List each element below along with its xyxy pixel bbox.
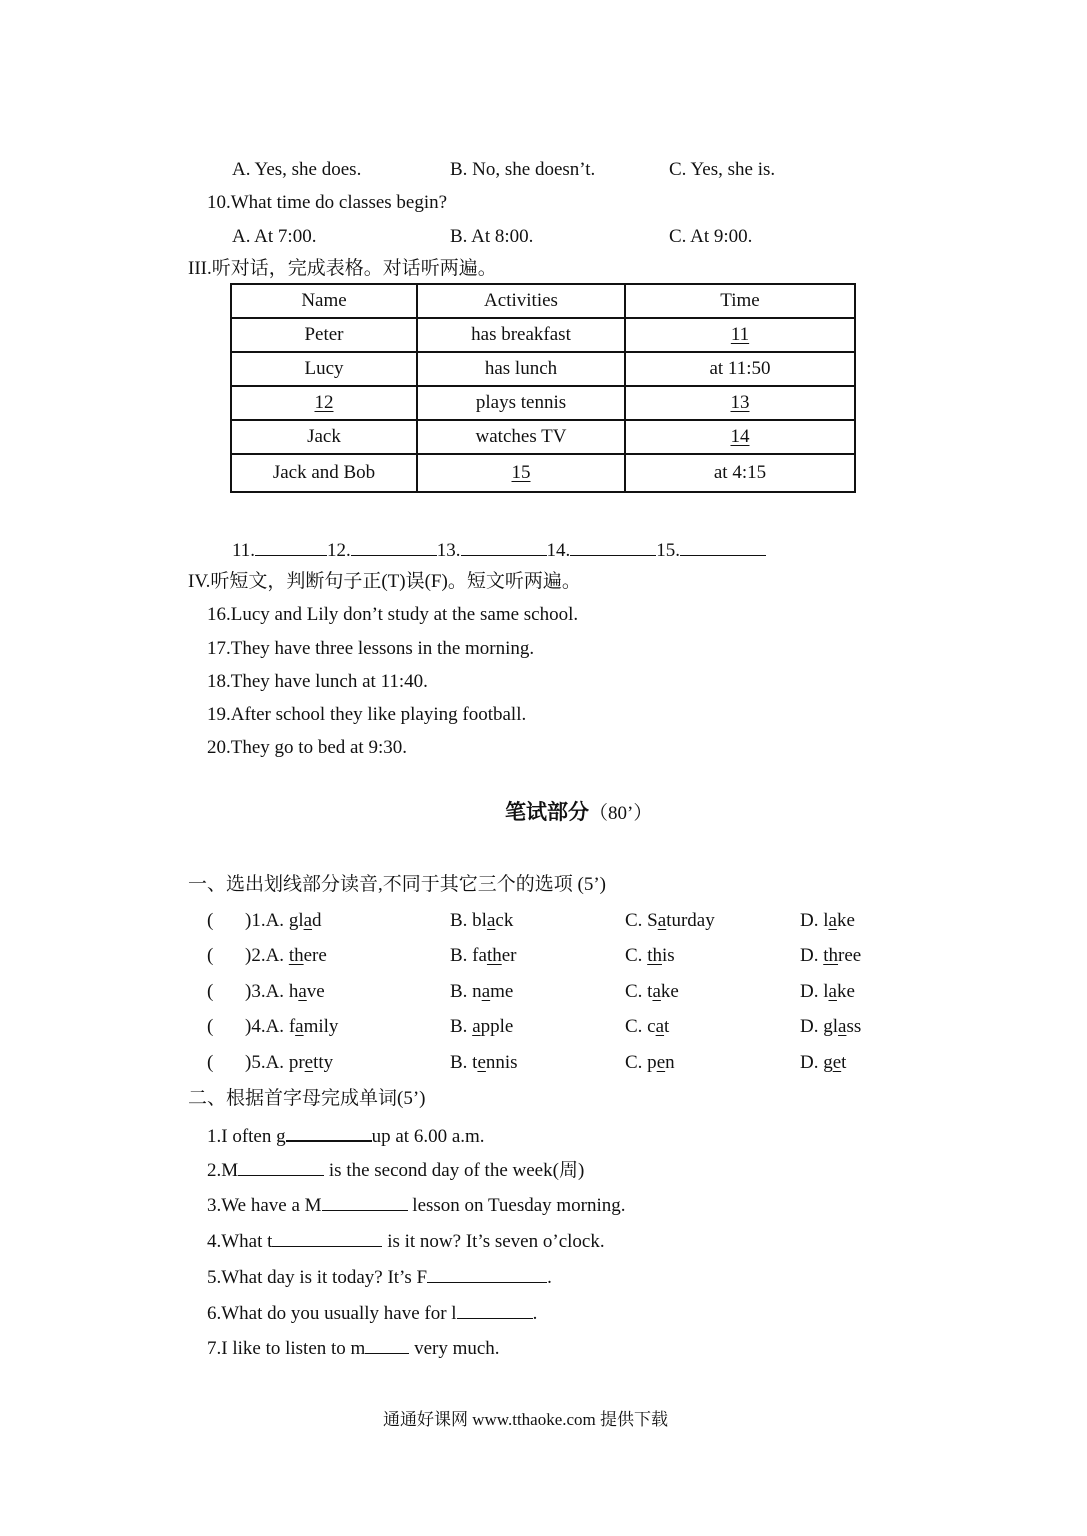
answer-paren[interactable]: ( [207,981,214,1002]
question-option-a: )1.A. glad [245,910,322,931]
question-option: C. take [625,981,679,1002]
q10-option-a: A. At 7:00. [232,226,317,247]
table-cell-blank: 14 [625,420,855,454]
answer-blank[interactable] [680,539,766,556]
q10-option-c: C. At 9:00. [669,226,753,247]
question-option: B. black [450,910,514,931]
question-option: D. lake [800,910,855,931]
fill-blank[interactable] [272,1230,382,1247]
answer-line: 11. 12. 13. 14. 15. [232,539,766,560]
question-option-a: )5.A. pretty [245,1052,334,1073]
answer-paren[interactable]: ( [207,910,214,931]
tf-item: 16.Lucy and Lily don’t study at the same school. [207,604,579,625]
question-option: C. cat [625,1016,670,1037]
question-option: B. tennis [450,1052,518,1073]
answer-blank[interactable] [255,539,327,556]
table-cell: Lucy [231,352,417,386]
question-option: B. apple [450,1016,514,1037]
table-header: Activities [417,284,625,318]
answer-paren[interactable]: ( [207,945,214,966]
section3-heading: III.听对话，完成表格。对话听两遍。 [188,258,497,279]
section4-heading: IV.听短文，判断句子正(T)误(F)。短文听两遍。 [188,571,581,592]
fill-blank[interactable] [238,1159,324,1176]
fill-blank[interactable] [322,1194,408,1211]
question-option: D. three [800,945,862,966]
fill-blank[interactable] [365,1337,409,1354]
q9-option-a: A. Yes, she does. [232,159,362,180]
table-header: Name [231,284,417,318]
table-cell: at 11:50 [625,352,855,386]
fill-blank[interactable] [457,1302,533,1319]
fill-item: 4.What t is it now? It’s seven o’clock. [207,1231,605,1252]
table-cell-blank: 11 [625,318,855,352]
q9-option-c: C. Yes, she is. [669,159,776,180]
question-option: B. father [450,945,517,966]
table-cell: has breakfast [417,318,625,352]
tf-item: 19.After school they like playing football. [207,704,527,725]
fill-item: 6.What do you usually have for l . [207,1303,538,1324]
question-option-a: )2.A. there [245,945,327,966]
tf-item: 20.They go to bed at 9:30. [207,737,407,758]
question-option: D. lake [800,981,855,1002]
question-option: C. this [625,945,675,966]
fill-item: 7.I like to listen to m very much. [207,1338,500,1359]
part1-heading: 一、选出划线部分读音,不同于其它三个的选项 (5’) [188,874,606,895]
written-part-title: 笔试部分（80’） [505,800,653,824]
table-cell: Peter [231,318,417,352]
fill-item: 2.M is the second day of the week(周) [207,1160,585,1181]
fill-blank[interactable] [427,1266,547,1283]
table-header: Time [625,284,855,318]
table-cell: Jack and Bob [231,454,417,492]
table-cell-blank: 13 [625,386,855,420]
table-cell: has lunch [417,352,625,386]
tf-item: 17.They have three lessons in the morning. [207,638,535,659]
question-option: C. pen [625,1052,675,1073]
question-option: D. glass [800,1016,862,1037]
question-option: D. get [800,1052,847,1073]
fill-item: 1.I often g up at 6.00 a.m. [207,1126,485,1147]
fill-item: 5.What day is it today? It’s F . [207,1267,552,1288]
table-cell: at 4:15 [625,454,855,492]
table-cell: plays tennis [417,386,625,420]
activities-table [230,283,856,493]
fill-blank[interactable] [286,1124,372,1142]
part2-heading: 二、根据首字母完成单词(5’) [188,1088,426,1109]
question-option: B. name [450,981,514,1002]
q10-option-b: B. At 8:00. [450,226,534,247]
answer-paren[interactable]: ( [207,1052,214,1073]
tf-item: 18.They have lunch at 11:40. [207,671,428,692]
q10-question: 10.What time do classes begin? [207,192,448,213]
question-option-a: )4.A. family [245,1016,339,1037]
table-cell-blank: 15 [417,454,625,492]
question-option: C. Saturday [625,910,715,931]
answer-blank[interactable] [351,539,437,556]
footer-text: 通通好课网 www.tthaoke.com 提供下载 [383,1410,669,1429]
table-cell: watches TV [417,420,625,454]
q9-option-b: B. No, she doesn’t. [450,159,596,180]
answer-paren[interactable]: ( [207,1016,214,1037]
table-cell: Jack [231,420,417,454]
table-cell-blank: 12 [231,386,417,420]
fill-item: 3.We have a M lesson on Tuesday morning. [207,1195,626,1216]
answer-blank[interactable] [570,539,656,556]
question-option-a: )3.A. have [245,981,325,1002]
answer-blank[interactable] [461,539,547,556]
